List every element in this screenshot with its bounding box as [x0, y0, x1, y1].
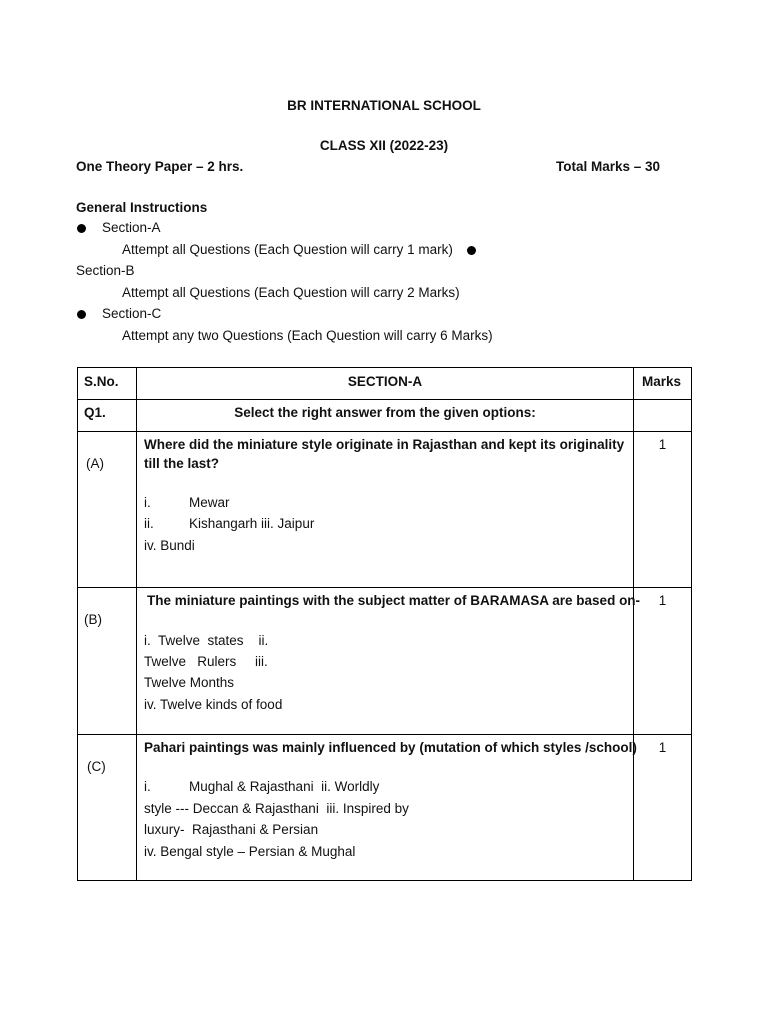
table-row: [78, 735, 692, 881]
option-text: luxury- Rajasthani & Persian: [144, 822, 319, 837]
option-number: i.: [144, 495, 151, 510]
option-text: Mewar: [189, 495, 230, 510]
section-c-label: Section-C: [102, 306, 162, 321]
question-c-marks: 1: [658, 740, 667, 755]
option-text: iv. Bengal style – Persian & Mughal: [144, 844, 356, 859]
question-b-number: (B): [84, 612, 102, 627]
total-marks: Total Marks – 30: [556, 159, 661, 174]
question-table: [77, 367, 692, 881]
section-b-label: Section-B: [76, 263, 135, 278]
section-b-instruction: Attempt all Questions (Each Question will carry 2 Marks): [122, 285, 460, 300]
question-c-text: Pahari paintings was mainly influenced by (mutation of which styles /school): [144, 740, 637, 755]
section-a-instruction: Attempt all Questions (Each Question will carry 1 mark): [122, 242, 453, 257]
instructions-title: General Instructions: [76, 200, 208, 215]
section-header: SECTION-A: [347, 374, 423, 389]
option-text: Mughal & Rajasthani ii. Worldly: [189, 779, 380, 794]
question-a-number: (A): [86, 456, 104, 471]
table-row: [78, 588, 692, 735]
school-name: BR INTERNATIONAL SCHOOL: [287, 98, 481, 113]
question-a-text: Where did the miniature style originate in Rajasthan and kept its originality: [144, 437, 625, 452]
question-a-text-cont: till the last?: [144, 456, 220, 471]
option-text: Kishangarh iii. Jaipur: [189, 516, 315, 531]
sno-header: S.No.: [84, 374, 119, 389]
option-text: Twelve Months: [144, 675, 235, 690]
class-line: CLASS XII (2022-23): [319, 138, 449, 153]
paper-duration: One Theory Paper – 2 hrs.: [76, 159, 244, 174]
question-a-marks: 1: [658, 437, 667, 452]
option-text: i. Twelve states ii.: [144, 633, 269, 648]
table-row: [78, 432, 692, 588]
table-row: [78, 400, 692, 432]
q1-instruction: Select the right answer from the given options:: [234, 405, 536, 420]
bullet-icon: [77, 224, 86, 233]
section-c-instruction: Attempt any two Questions (Each Question will carry 6 Marks): [122, 328, 493, 343]
section-a-label: Section-A: [102, 220, 161, 235]
q1-number: Q1.: [84, 405, 106, 420]
option-text: iv. Twelve kinds of food: [144, 697, 283, 712]
question-c-number: (C): [87, 759, 106, 774]
bullet-icon: [77, 310, 86, 319]
option-number: i.: [144, 779, 151, 794]
question-b-text: The miniature paintings with the subject matter of BARAMASA are based on-: [147, 593, 641, 608]
question-b-marks: 1: [658, 593, 667, 608]
option-number: ii.: [144, 516, 154, 531]
option-text: style --- Deccan & Rajasthani iii. Inspired by: [144, 801, 409, 816]
option-text: Twelve Rulers iii.: [144, 654, 268, 669]
table-header-row: [78, 368, 692, 400]
marks-header: Marks: [642, 374, 682, 389]
option-text: iv. Bundi: [144, 538, 195, 553]
bullet-icon: [467, 246, 476, 255]
